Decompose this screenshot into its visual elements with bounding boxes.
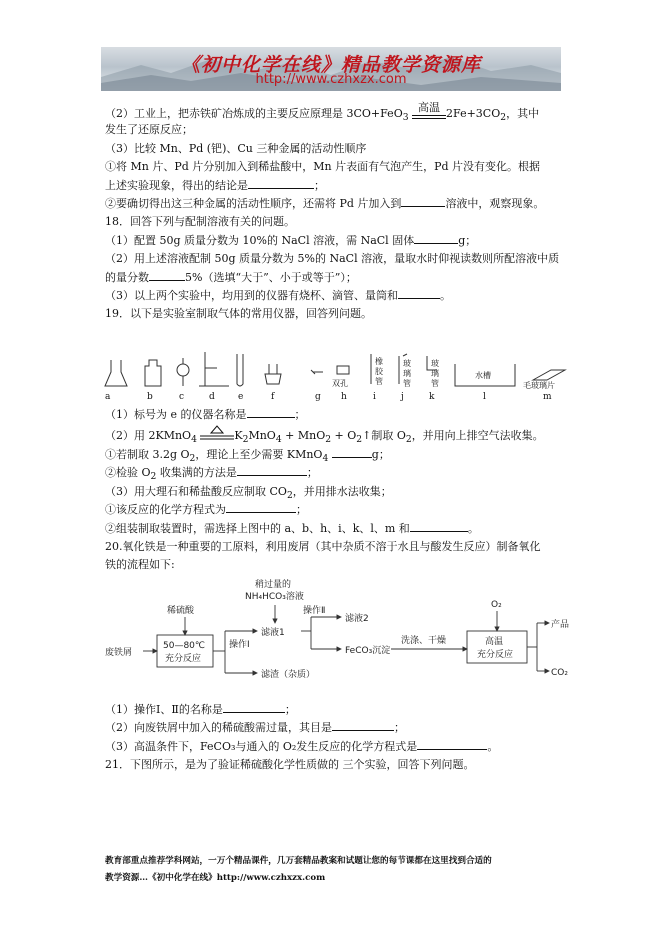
tag-j: 玻 bbox=[403, 358, 411, 368]
separatory-funnel bbox=[177, 364, 189, 376]
svg-text:管: 管 bbox=[403, 378, 411, 388]
text-line: （3）高温条件下，FeCO₃与通入的 O₂发生反应的化学方程式是 。 bbox=[105, 739, 499, 753]
page-footer bbox=[105, 853, 565, 887]
tag-h: 双孔 bbox=[332, 378, 348, 388]
answer-blank[interactable] bbox=[410, 520, 468, 532]
answer-blank[interactable] bbox=[332, 719, 394, 731]
answer-blank[interactable] bbox=[398, 287, 440, 299]
tag-l: 水槽 bbox=[475, 370, 491, 380]
text-line: （2）向废铁屑中加入的稀硫酸需过量，其目是 ； bbox=[105, 721, 405, 735]
flow-reagent-line2: NH₄HCO₃溶液 bbox=[245, 591, 304, 602]
flow-filtrate1: 滤液1 bbox=[261, 627, 285, 638]
footer-line-2: 教学资源…《初中化学在线》http://www.czhxzx.com bbox=[105, 873, 326, 883]
heat-condition-arrow bbox=[200, 424, 234, 442]
flow-reagent-line1: 稍过量的 bbox=[255, 579, 292, 590]
flow-residue: 滤渣（杂质） bbox=[261, 669, 316, 680]
stopper-tube bbox=[311, 370, 323, 374]
svg-text:璃: 璃 bbox=[431, 368, 439, 378]
tag-i: 橡 bbox=[375, 356, 383, 366]
flow-product: 产品 bbox=[551, 619, 570, 630]
text-line: （1）标号为 e 的仪器名称是 ； bbox=[105, 407, 306, 421]
text-line: （1）操作Ⅰ、Ⅱ的名称是 ； bbox=[105, 702, 296, 716]
test-tube bbox=[237, 354, 243, 386]
wide-mouth-bottle bbox=[145, 360, 161, 386]
process-flowchart bbox=[105, 575, 570, 701]
svg-text:管: 管 bbox=[431, 378, 439, 388]
flow-box1-line2: 充分反应 bbox=[165, 653, 202, 664]
text-line: （3）以上两个实验中，均用到的仪器有烧杯、滴管、量筒和 。 bbox=[105, 288, 451, 302]
tag-k: 玻 bbox=[431, 358, 439, 368]
flow-op2: 操作Ⅱ bbox=[303, 605, 326, 616]
text-line: ①若制取 3.2g $O_2$，理论上至少需要 KMnO$_4$ g； bbox=[105, 448, 390, 465]
text-line: 铁的流程如下: bbox=[105, 558, 175, 572]
answer-blank[interactable] bbox=[247, 406, 295, 418]
conical-flask bbox=[105, 360, 127, 386]
text-line: 发生了还原反应； bbox=[105, 123, 193, 137]
text-line: （3）用大理石和稀盐酸反应制取 $CO_2$，并用排水法收集； bbox=[105, 484, 392, 502]
answer-blank[interactable] bbox=[401, 195, 445, 207]
text-line: （1）配置 50g 质量分数为 10%的 NaCl 溶液，需 NaCl 固体 g； bbox=[105, 233, 477, 247]
text-line: ②组装制取装置时，需选择上图中的 a、b、h、i、k、l、m 和 。 bbox=[105, 521, 479, 535]
double-hole-stopper bbox=[337, 366, 349, 374]
flow-raw: 废铁屑 bbox=[105, 647, 133, 658]
text-line: 的量分数 5%（选填“大于”、小于或等于”）； bbox=[105, 270, 357, 284]
apparatus-labels: a b c d e f g h i j k l m bbox=[105, 391, 552, 402]
text-line: ①将 Mn 片、Pd 片分别加入到稀盐酸中，Mn 片表面有气泡产生，Pd 片没有变化。根据 bbox=[105, 160, 541, 174]
flow-acid: 稀硫酸 bbox=[167, 605, 195, 616]
high-temp-condition-arrow: 高温 bbox=[412, 103, 446, 119]
banner-title: 《初中化学在线》精品教学资源库 bbox=[180, 54, 481, 76]
worksheet-content bbox=[105, 101, 570, 774]
answer-blank[interactable] bbox=[149, 269, 185, 281]
flow-feco3: FeCO₃沉淀 bbox=[345, 645, 391, 656]
answer-blank[interactable] bbox=[332, 446, 372, 458]
apparatus-drawing bbox=[105, 324, 565, 388]
svg-text:璃: 璃 bbox=[403, 368, 411, 378]
flow-box2-line2: 充分反应 bbox=[477, 649, 514, 660]
text-line: （2）用上述溶液配制 50g 质量分数为 5%的 NaCl 溶液，量取水时仰视读数则所配溶液中质 bbox=[105, 252, 560, 266]
footer-line-1: 教育部重点推荐学科网站，一万个精品课件，几万套精品教案和试题让您的每节课都在这里找到合适的 bbox=[105, 856, 492, 866]
answer-blank[interactable] bbox=[414, 232, 458, 244]
alcohol-lamp bbox=[265, 364, 281, 384]
question-21-title: 21．下图所示，是为了验证稀硫酸化学性质做的 三个实验，回答下列问题。 bbox=[105, 757, 475, 771]
flow-box2-line1: 高温 bbox=[485, 636, 504, 647]
question-18-title: 18．回答下列与配制溶液有关的问题。 bbox=[105, 215, 295, 229]
flow-co2: CO₂ bbox=[551, 667, 568, 678]
text-line: ②要确切得出这三种金属的活动性顺序，还需将 Pd 片加入到 溶液中，观察现象。 bbox=[105, 196, 545, 210]
question-19-title: 19．以下是实验室制取气体的常用仪器，回答列问题。 bbox=[105, 307, 372, 321]
apparatus-figure bbox=[105, 324, 565, 388]
text-line: ①该反应的化学方程式为 ； bbox=[105, 503, 307, 517]
text-line: ②检验 $O_2$ 收集满的方法是 ； bbox=[105, 466, 318, 483]
iron-stand bbox=[199, 352, 229, 386]
question-20-title: 20.氧化铁是一种重要的工原料，利用废屑（其中杂质不溶于水且与酸发生反应）制备氧化 bbox=[105, 540, 541, 554]
answer-blank[interactable] bbox=[237, 464, 307, 476]
line-q17-2: （2）工业上，把赤铁矿冶炼成的主要反应原理是 3CO+FeO$_3$ 高温 $2Fe+3CO_2$，其中 bbox=[105, 101, 540, 124]
svg-text:管: 管 bbox=[375, 376, 383, 386]
tag-m: 毛玻璃片 bbox=[523, 380, 555, 390]
answer-blank[interactable] bbox=[248, 177, 314, 189]
flow-box1-line1: 50—80℃ bbox=[163, 640, 206, 651]
flow-filtrate2: 滤液2 bbox=[345, 613, 369, 624]
q19-equation-line: （2）用 2KMnO$_4$ $K_2MnO_4 + MnO_2$ + $O_2↑$制取 $O_2$，并用向上排空气法收集。 bbox=[105, 424, 565, 446]
flowchart-drawing bbox=[105, 575, 570, 701]
svg-text:胶: 胶 bbox=[375, 366, 383, 376]
ground-glass-plate bbox=[533, 370, 565, 380]
header-banner bbox=[101, 47, 561, 91]
text-line: （3）比较 Mn、Pd (钯)、Cu 三种金属的活动性顺序 bbox=[105, 141, 367, 155]
text-line: 上述实验现象，得出的结论是 ； bbox=[105, 178, 325, 192]
answer-blank[interactable] bbox=[417, 738, 487, 750]
flow-wash: 洗涤、干燥 bbox=[401, 635, 447, 646]
flow-o2: O₂ bbox=[491, 599, 502, 610]
flow-op1: 操作Ⅰ bbox=[229, 639, 250, 650]
banner-url[interactable]: http://www.czhxzx.com bbox=[255, 72, 407, 87]
answer-blank[interactable] bbox=[223, 701, 285, 713]
answer-blank[interactable] bbox=[226, 501, 296, 513]
